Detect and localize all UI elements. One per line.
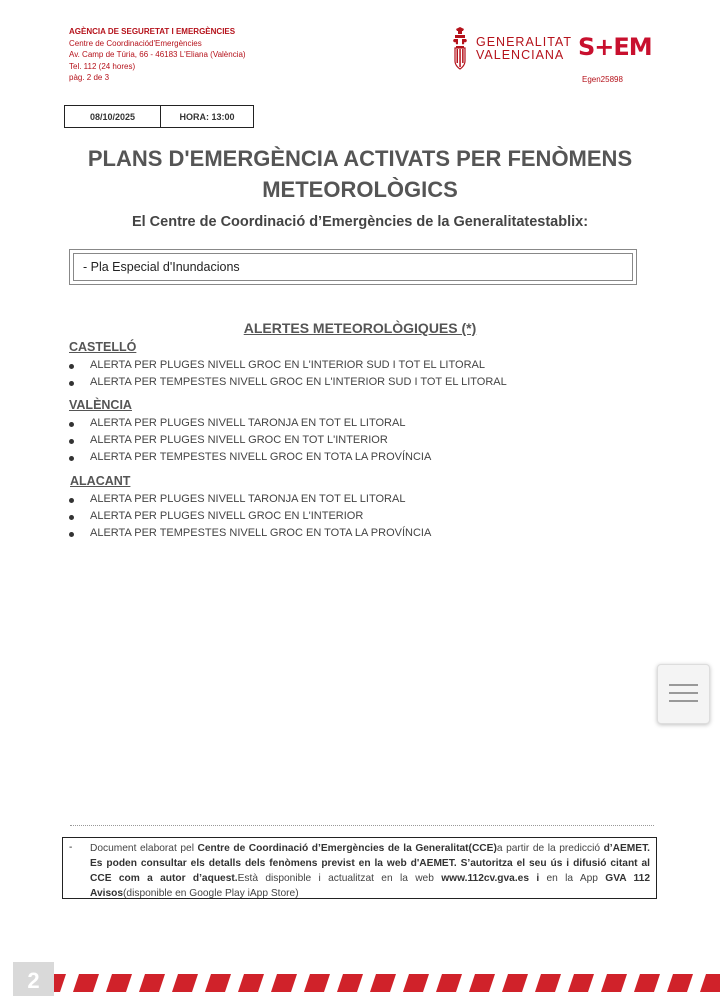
coat-of-arms-icon xyxy=(452,27,468,71)
stripe xyxy=(469,974,495,992)
alert-item: ALERTA PER PLUGES NIVELL GROC EN L'INTERIOR xyxy=(69,508,431,525)
agency-line-center: Centre de Coordinaciód'Emergències xyxy=(69,38,202,48)
stripe xyxy=(700,974,720,992)
province-heading-valencia: VALÈNCIA xyxy=(69,398,132,412)
stripe xyxy=(238,974,264,992)
footer-divider xyxy=(70,825,654,826)
alert-item: ALERTA PER TEMPESTES NIVELL GROC EN TOTA LA PROVÍNCIA xyxy=(69,525,431,542)
alert-item: ALERTA PER PLUGES NIVELL TARONJA EN TOT EL LITORAL xyxy=(69,491,431,508)
province-heading-castello: CASTELLÓ xyxy=(69,340,137,354)
stripe xyxy=(106,974,132,992)
alert-item: ALERTA PER PLUGES NIVELL GROC EN L'INTERIOR SUD I TOT EL LITORAL xyxy=(69,357,507,374)
menu-icon-bar-top xyxy=(669,684,698,686)
agency-info xyxy=(69,26,246,84)
document-code: Egen25898 xyxy=(582,75,623,84)
stripe xyxy=(502,974,528,992)
stripe-pattern xyxy=(40,974,720,992)
alerts-heading: ALERTES METEOROLÒGIQUES (*) xyxy=(243,320,477,336)
alert-item: ALERTA PER TEMPESTES NIVELL GROC EN TOTA LA PROVÍNCIA xyxy=(69,449,431,466)
page-number: 2 xyxy=(13,962,54,996)
stripe xyxy=(568,974,594,992)
menu-button[interactable] xyxy=(657,664,710,724)
alert-item: ALERTA PER PLUGES NIVELL GROC EN TOT L'INTERIOR xyxy=(69,432,431,449)
stripe xyxy=(601,974,627,992)
stripe xyxy=(403,974,429,992)
stripe xyxy=(73,974,99,992)
province-heading-alacant: ALACANT xyxy=(70,474,131,488)
footer-bullet: - xyxy=(69,842,73,853)
website-link[interactable]: www.112cv.gva.es i xyxy=(441,873,540,884)
stripe xyxy=(205,974,231,992)
stripe xyxy=(634,974,660,992)
date-cell: 08/10/2025 xyxy=(65,106,161,127)
stripe xyxy=(172,974,198,992)
gva-logo-line2: VALENCIANA xyxy=(476,48,565,62)
stripe xyxy=(139,974,165,992)
stripe xyxy=(667,974,693,992)
stripe xyxy=(370,974,396,992)
stripe xyxy=(271,974,297,992)
time-cell: HORA: 13:00 xyxy=(179,111,235,122)
decorative-stripes xyxy=(0,974,720,992)
generalitat-logo-text xyxy=(476,36,572,62)
menu-icon-bar-middle xyxy=(669,692,698,694)
stripe xyxy=(436,974,462,992)
alert-item: ALERTA PER PLUGES NIVELL TARONJA EN TOT EL LITORAL xyxy=(69,415,431,432)
generalitat-logo xyxy=(452,27,572,71)
stripe xyxy=(337,974,363,992)
agency-line-phone: Tel. 112 (24 hores) xyxy=(69,61,136,71)
date-time-box xyxy=(64,105,254,128)
alert-list-valencia xyxy=(69,415,431,467)
agency-line-address: Av. Camp de Túria, 66 - 46183 L'Eliana (València) xyxy=(69,50,246,59)
alert-list-alacant xyxy=(69,491,431,543)
gva-logo-line1: GENERALITAT xyxy=(476,35,572,49)
menu-icon-bar-bottom xyxy=(669,700,698,702)
active-plans-box xyxy=(69,249,637,285)
agency-name: AGÈNCIA DE SEGURETAT I EMERGÈNCIES xyxy=(69,27,236,36)
stripe xyxy=(304,974,330,992)
sem-logo: S+EM xyxy=(578,33,652,61)
stripe xyxy=(535,974,561,992)
footer-text: Document elaborat pel Centre de Coordinació d’Emergències de la Generalitat(CCE)a partir de la predicció d’AEMET. Es poden consultar els detalls dels fenòmens previst en la web d'AEMET. S’autoritza el seu ús i difusió citant al CCE com a autor d’aquest.Està disponible i actualitzat en la web www.112cv.gva.es i en la App GVA 112 Avisos(disponible en Google Play iApp Store) xyxy=(90,843,650,899)
page-title: PLANS D'EMERGÈNCIA ACTIVATS PER FENÒMENS METEOROLÒGICS xyxy=(87,146,633,202)
alert-item: ALERTA PER TEMPESTES NIVELL GROC EN L'INTERIOR SUD I TOT EL LITORAL xyxy=(69,374,507,391)
footer-note xyxy=(62,837,657,899)
active-plan-item: - Pla Especial d'Inundacions xyxy=(73,253,633,281)
agency-line-page: pàg. 2 de 3 xyxy=(69,73,110,82)
alert-list-castello xyxy=(69,357,507,391)
page-subtitle: El Centre de Coordinació d’Emergències de la Generalitatestablix: xyxy=(131,214,589,230)
